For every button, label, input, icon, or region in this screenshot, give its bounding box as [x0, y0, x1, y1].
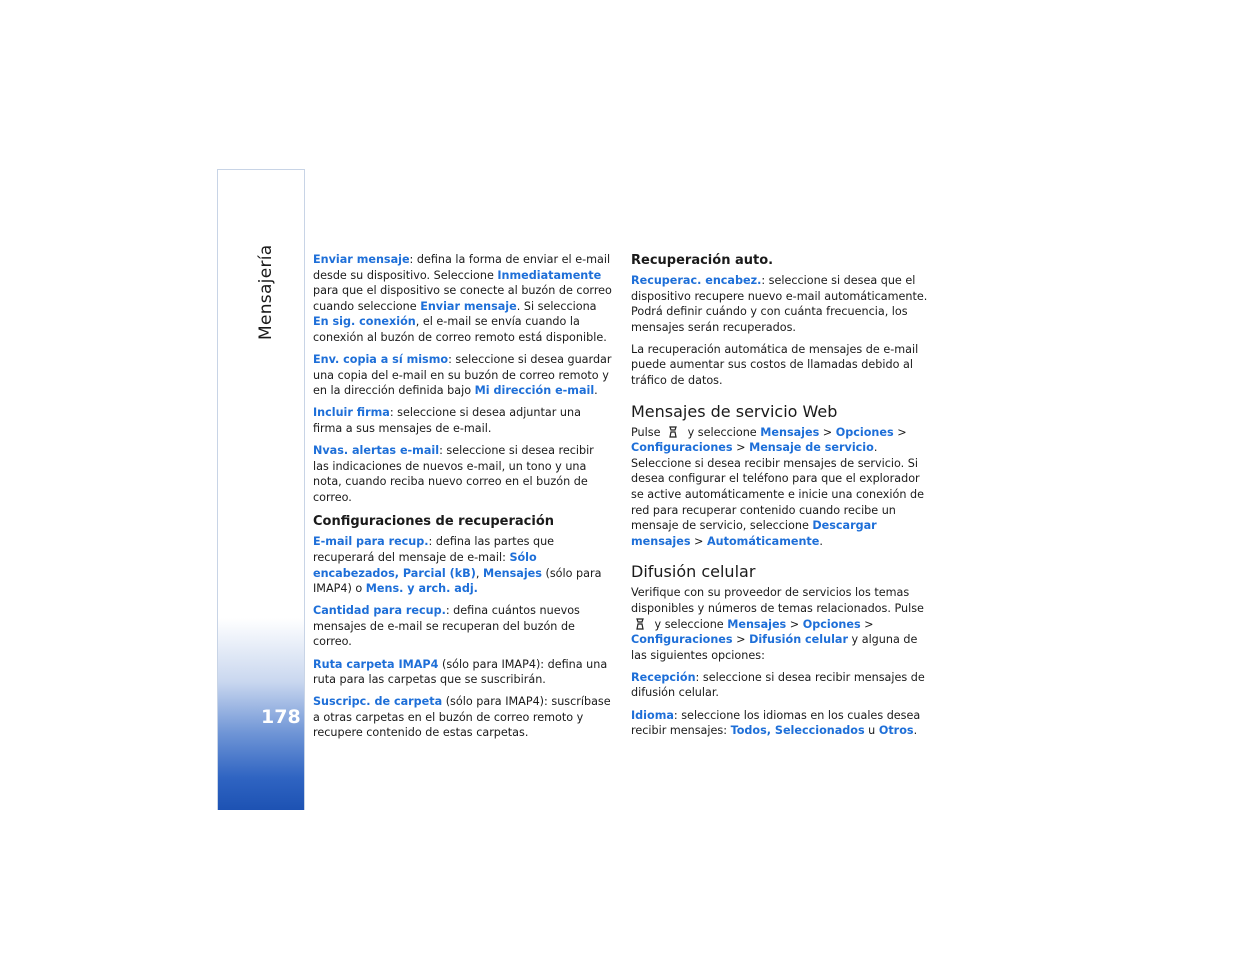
- menu-key-icon: [633, 617, 647, 631]
- text: u: [864, 724, 879, 738]
- keyword: Cantidad para recup.: [313, 604, 446, 618]
- keyword: Incluir firma: [313, 406, 390, 420]
- text: : seleccione si desea recibir las indicaciones de nuevos e-mail, un tono y una nota, cuando reciba nuevo correo en el buzón de correo.: [313, 444, 594, 504]
- keyword: En sig. conexión: [313, 315, 416, 329]
- keyword: Difusión celular: [749, 633, 848, 647]
- keyword: Idioma: [631, 708, 674, 722]
- keyword: Enviar mensaje: [420, 299, 517, 313]
- paragraph-idioma: [631, 708, 933, 739]
- paragraph-cantidad-recup: [313, 603, 613, 650]
- paragraph-recuperac-encabez: [631, 273, 933, 335]
- paragraph-difusion-celular: [631, 585, 933, 663]
- text: .: [819, 534, 823, 548]
- text: : defina cuántos nuevos mensajes de e-mail se recuperan del buzón de correo.: [313, 604, 580, 649]
- keyword: E-mail para recup.: [313, 535, 429, 549]
- right-column: [631, 252, 933, 745]
- keyword: Seleccionados: [774, 724, 865, 738]
- text: y alguna de las siguientes opciones:: [631, 633, 918, 662]
- keyword: Sólo encabezados: [313, 551, 537, 580]
- keyword: Configuraciones: [631, 441, 733, 455]
- keyword: Otros: [878, 724, 914, 738]
- keyword: Configuraciones: [631, 633, 733, 647]
- keyword: Recuperac. encabez.: [631, 274, 762, 287]
- heading-recuperacion-auto: Recuperación auto.: [631, 253, 774, 268]
- heading-mensajes-servicio-web: Mensajes de servicio Web: [631, 401, 838, 421]
- text: : seleccione si desea adjuntar una firma a sus mensajes de e-mail.: [313, 406, 581, 435]
- paragraph-costos: La recuperación automática de mensajes de e-mail puede aumentar sus costos de llamadas debido al tráfico de datos.: [631, 342, 919, 388]
- text: (sólo para IMAP4) o: [313, 566, 602, 596]
- keyword: Descargar mensajes: [631, 519, 877, 548]
- paragraph-servicio-web: [631, 425, 933, 550]
- text: >: [690, 534, 707, 548]
- text: .: [594, 384, 598, 398]
- text: >: [732, 633, 750, 647]
- text: >: [893, 425, 907, 439]
- menu-key-icon: [666, 425, 680, 439]
- keyword: Enviar mensaje: [313, 253, 410, 266]
- left-column: [313, 252, 613, 748]
- text: Pulse: [631, 425, 665, 439]
- keyword: Mensaje de servicio: [749, 441, 874, 455]
- paragraph-suscripc-carpeta: [313, 694, 613, 741]
- text: .: [913, 724, 918, 738]
- paragraph-incluir-firma: [313, 405, 613, 436]
- keyword: Nvas. alertas e-mail: [313, 444, 440, 458]
- keyword: Env. copia a sí mismo: [313, 353, 449, 367]
- text: y seleccione: [651, 617, 728, 631]
- keyword: Opciones: [835, 425, 894, 439]
- text: >: [732, 441, 750, 455]
- paragraph-email-recup: [313, 534, 613, 596]
- text: . Seleccione si desea recibir mensajes de servicio. Si desea configurar el teléfono para que el explorador se active automáticamente e inicie una conexión de red para recuperar contenido cuando recibe un mensaje de servicio, seleccione: [631, 441, 924, 533]
- text: (sólo para IMAP4): suscríbase a otras carpetas en el buzón de correo remoto y recupere contenido de estas carpetas.: [313, 695, 611, 740]
- paragraph-nvas-alertas: [313, 443, 613, 505]
- text: : defina las partes que recuperará del mensaje de e-mail:: [313, 535, 555, 564]
- keyword: Mensajes: [727, 617, 787, 631]
- text: , el e-mail se envía cuando la conexión al buzón de correo remoto está disponible.: [313, 315, 607, 344]
- paragraph-ruta-carpeta: [313, 657, 613, 688]
- text: . Si selecciona: [516, 299, 597, 313]
- keyword: Ruta carpeta IMAP4: [313, 657, 439, 671]
- keyword: Recepción: [631, 670, 696, 684]
- text: >: [860, 617, 874, 631]
- keyword: Inmediatamente: [497, 268, 602, 282]
- keyword: Mi dirección e-mail: [474, 384, 595, 398]
- paragraph-enviar-mensaje: [313, 252, 613, 346]
- text: (sólo para IMAP4): defina una ruta para las carpetas que se suscribirán.: [313, 657, 608, 687]
- text: ,: [475, 566, 483, 580]
- text: ,: [394, 566, 403, 580]
- text: : seleccione los idiomas en los cuales desea recibir mensajes:: [631, 708, 921, 738]
- keyword: Automáticamente: [707, 534, 820, 548]
- keyword: Mensajes: [482, 566, 542, 580]
- keyword: Mens. y arch. adj.: [365, 582, 478, 596]
- text: : seleccione si desea guardar una copia del e-mail en su buzón de correo remoto y en la dirección definida bajo: [313, 353, 612, 398]
- paragraph-recepcion: [631, 670, 933, 701]
- text: para que el dispositivo se conecte al buzón de correo cuando seleccione: [313, 284, 612, 313]
- keyword: Suscripc. de carpeta: [313, 695, 443, 709]
- text: : seleccione si desea recibir mensajes de difusión celular.: [631, 670, 925, 700]
- text: y seleccione: [684, 425, 761, 439]
- paragraph-env-copia: [313, 352, 613, 399]
- text: : seleccione si desea que el dispositivo recupere nuevo e-mail automáticamente. Podrá definir cuándo y con cuánta frecuencia, los mensajes serán recuperados.: [631, 274, 928, 334]
- page-number: 178: [261, 706, 301, 728]
- keyword: Mensajes: [760, 425, 820, 439]
- keyword: Opciones: [802, 617, 861, 631]
- keyword: Todos: [730, 724, 767, 738]
- text: ,: [766, 724, 775, 738]
- text: >: [786, 617, 803, 631]
- heading-configuraciones-recuperacion: Configuraciones de recuperación: [313, 514, 555, 530]
- text: >: [819, 425, 836, 439]
- heading-difusion-celular: Difusión celular: [631, 562, 756, 582]
- text: Verifique con su proveedor de servicios los temas disponibles y números de temas relacionados. Pulse: [631, 586, 924, 615]
- section-title: Mensajería: [256, 244, 276, 340]
- keyword: Parcial (kB): [402, 566, 476, 580]
- text: : defina la forma de enviar el e-mail desde su dispositivo. Seleccione: [313, 253, 611, 282]
